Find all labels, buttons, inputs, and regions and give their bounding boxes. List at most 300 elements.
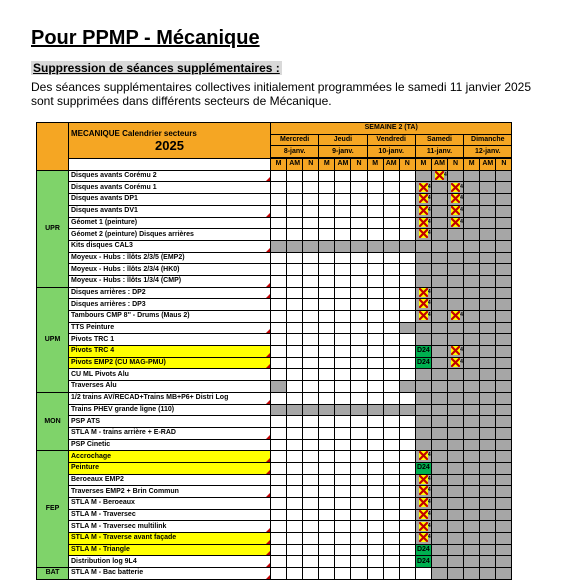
open-slot: [351, 182, 367, 194]
closed-slot: [496, 521, 512, 533]
open-slot: [319, 498, 335, 510]
comment-marker-icon: [266, 470, 270, 474]
closed-slot: [464, 170, 480, 182]
activity-label: [69, 509, 271, 521]
open-slot: [303, 322, 319, 334]
cancelled-slot: [415, 498, 431, 510]
closed-slot: [415, 427, 431, 439]
activity-text: Moyeux - Hubs : îlôts 2/3/5 (EMP2): [71, 253, 185, 261]
open-slot: [351, 217, 367, 229]
open-slot: [335, 182, 351, 194]
open-slot: [287, 509, 303, 521]
open-slot: [287, 357, 303, 369]
closed-slot: [431, 474, 447, 486]
open-slot: [335, 509, 351, 521]
closed-slot: [431, 498, 447, 510]
closed-slot: [480, 205, 496, 217]
closed-slot: [464, 299, 480, 311]
activity-label: [69, 439, 271, 451]
open-slot: [351, 322, 367, 334]
activity-label: [69, 252, 271, 264]
closed-slot: [496, 264, 512, 276]
open-slot: [383, 170, 399, 182]
slot-label: AM: [383, 158, 399, 170]
open-slot: [303, 194, 319, 206]
open-slot: [319, 381, 335, 393]
closed-slot: [480, 404, 496, 416]
cancel-x-icon: [419, 194, 431, 203]
closed-slot: [431, 369, 447, 381]
closed-slot: [480, 439, 496, 451]
open-slot: [303, 357, 319, 369]
closed-slot: [319, 240, 335, 252]
open-slot: [319, 533, 335, 545]
closed-slot: [303, 404, 319, 416]
activity-text: 1/2 trains AV/RECAD+Trains MB+P6+ Distri Log: [71, 394, 229, 402]
cancel-x-icon: [419, 206, 431, 215]
table-row: [37, 252, 512, 264]
open-slot: [335, 521, 351, 533]
open-slot: [303, 392, 319, 404]
closed-slot: [448, 568, 464, 580]
slot-label: AM: [287, 158, 303, 170]
closed-slot: [496, 334, 512, 346]
slot-label: AM: [480, 158, 496, 170]
open-slot: [399, 462, 415, 474]
open-slot: [287, 381, 303, 393]
open-slot: [383, 346, 399, 358]
activity-text: STLA M - Traversec multilink: [71, 522, 167, 530]
closed-slot: [496, 474, 512, 486]
closed-slot: [431, 311, 447, 323]
closed-slot: [496, 287, 512, 299]
cancel-count: 4: [427, 499, 431, 506]
open-slot: [335, 217, 351, 229]
cancel-count: 4: [460, 358, 463, 365]
closed-slot: [480, 287, 496, 299]
open-slot: [303, 462, 319, 474]
open-slot: [271, 217, 287, 229]
day-date: 10-janv.: [367, 146, 415, 158]
open-slot: [351, 451, 367, 463]
open-slot: [271, 182, 287, 194]
open-slot: [399, 556, 415, 568]
closed-slot: [448, 240, 464, 252]
closed-slot: [496, 205, 512, 217]
closed-slot: [287, 240, 303, 252]
closed-slot: [464, 369, 480, 381]
closed-slot: [480, 357, 496, 369]
comment-marker-icon: [266, 329, 270, 333]
closed-slot: [431, 299, 447, 311]
open-slot: [303, 486, 319, 498]
open-slot: [351, 299, 367, 311]
open-slot: [351, 486, 367, 498]
slot-label: M: [367, 158, 383, 170]
closed-slot: [480, 392, 496, 404]
closed-slot: [464, 275, 480, 287]
activity-label: [69, 264, 271, 276]
closed-slot: [480, 217, 496, 229]
open-slot: [383, 556, 399, 568]
slot-label: M: [319, 158, 335, 170]
open-slot: [271, 229, 287, 241]
open-slot: [335, 287, 351, 299]
table-row: [37, 334, 512, 346]
closed-slot: [480, 521, 496, 533]
cancel-x-icon: [419, 183, 431, 192]
slot-label: AM: [431, 158, 447, 170]
open-slot: [367, 205, 383, 217]
open-slot: [271, 252, 287, 264]
closed-slot: [464, 205, 480, 217]
open-slot: [303, 521, 319, 533]
open-slot: [303, 229, 319, 241]
table-row: [37, 311, 512, 323]
closed-slot: [496, 533, 512, 545]
comment-marker-icon: [266, 563, 270, 567]
cancelled-slot: [415, 182, 431, 194]
open-slot: [287, 486, 303, 498]
open-slot: [303, 509, 319, 521]
open-slot: [335, 381, 351, 393]
open-slot: [383, 217, 399, 229]
open-slot: [335, 451, 351, 463]
header-zone-blank: [37, 123, 69, 171]
year-label: 2025: [155, 137, 184, 153]
closed-slot: [496, 229, 512, 241]
open-slot: [383, 486, 399, 498]
closed-slot: [464, 568, 480, 580]
closed-slot: [448, 533, 464, 545]
closed-slot: [496, 240, 512, 252]
open-slot: [287, 311, 303, 323]
closed-slot: [431, 357, 447, 369]
open-slot: [319, 486, 335, 498]
closed-slot: [464, 521, 480, 533]
open-slot: [303, 416, 319, 428]
closed-slot: [415, 240, 431, 252]
open-slot: [303, 369, 319, 381]
open-slot: [271, 275, 287, 287]
open-slot: [287, 533, 303, 545]
closed-slot: [431, 533, 447, 545]
closed-slot: [383, 240, 399, 252]
open-slot: [367, 544, 383, 556]
closed-slot: [448, 486, 464, 498]
activity-text: STLA M - Traverse avant façade: [71, 534, 177, 542]
closed-slot: [496, 170, 512, 182]
day-name: Jeudi: [319, 134, 367, 146]
open-slot: [351, 568, 367, 580]
cancelled-slot: [415, 229, 431, 241]
open-slot: [303, 311, 319, 323]
open-slot: [319, 194, 335, 206]
open-slot: [335, 369, 351, 381]
cancel-count: 4: [427, 206, 431, 213]
table-row: [37, 486, 512, 498]
closed-slot: [448, 369, 464, 381]
open-slot: [271, 486, 287, 498]
closed-slot: [383, 404, 399, 416]
open-slot: [335, 170, 351, 182]
activity-text: Pivots TRC 1: [71, 335, 115, 343]
open-slot: [287, 568, 303, 580]
open-slot: [399, 533, 415, 545]
open-slot: [319, 334, 335, 346]
closed-slot: [399, 404, 415, 416]
closed-slot: [431, 381, 447, 393]
open-slot: [271, 439, 287, 451]
comment-marker-icon: [266, 400, 270, 404]
closed-slot: [448, 264, 464, 276]
open-slot: [351, 439, 367, 451]
cancel-count: 4: [427, 510, 431, 517]
open-slot: [335, 229, 351, 241]
open-slot: [367, 311, 383, 323]
cancelled-slot: [448, 205, 464, 217]
slot-label: M: [464, 158, 480, 170]
open-slot: [287, 462, 303, 474]
closed-slot: [448, 544, 464, 556]
activity-label: [69, 170, 271, 182]
activity-label: [69, 369, 271, 381]
open-slot: [383, 229, 399, 241]
closed-slot: [464, 404, 480, 416]
closed-slot: [415, 252, 431, 264]
open-slot: [351, 252, 367, 264]
open-slot: [287, 369, 303, 381]
open-slot: [399, 182, 415, 194]
open-slot: [271, 416, 287, 428]
comment-marker-icon: [266, 213, 270, 217]
activity-label: [69, 240, 271, 252]
closed-slot: [448, 392, 464, 404]
activity-text: Kits disques CAL3: [71, 242, 133, 250]
cancel-count: 4: [460, 312, 463, 319]
open-slot: [303, 381, 319, 393]
closed-slot: [431, 182, 447, 194]
day-date: 8-janv.: [271, 146, 319, 158]
activity-label: [69, 275, 271, 287]
open-slot: [319, 182, 335, 194]
cancel-x-icon: [451, 218, 463, 227]
closed-slot: [415, 392, 431, 404]
open-slot: [271, 533, 287, 545]
closed-slot: [399, 381, 415, 393]
closed-slot: [496, 404, 512, 416]
page-title: Pour PPMP - Mécanique: [31, 27, 260, 49]
open-slot: [383, 462, 399, 474]
open-slot: [335, 498, 351, 510]
open-slot: [303, 217, 319, 229]
closed-slot: [287, 404, 303, 416]
cancelled-slot: [415, 205, 431, 217]
open-slot: [335, 275, 351, 287]
closed-slot: [480, 182, 496, 194]
cancelled-slot: [415, 311, 431, 323]
open-slot: [287, 322, 303, 334]
cancel-count: 4: [427, 183, 431, 190]
closed-slot: [480, 264, 496, 276]
closed-slot: [480, 462, 496, 474]
open-slot: [399, 451, 415, 463]
activity-text: Disques avants Corému 1: [71, 183, 157, 191]
comment-marker-icon: [266, 294, 270, 298]
closed-slot: [464, 194, 480, 206]
open-slot: [287, 451, 303, 463]
cancelled-slot: [448, 217, 464, 229]
table-row: [37, 474, 512, 486]
activity-text: Distribution log 9L4: [71, 557, 137, 565]
open-slot: [351, 264, 367, 276]
activity-label: [69, 498, 271, 510]
closed-slot: [448, 334, 464, 346]
cancel-x-icon: [419, 299, 431, 308]
open-slot: [271, 544, 287, 556]
table-row: [37, 404, 512, 416]
closed-slot: [399, 322, 415, 334]
open-slot: [335, 346, 351, 358]
closed-slot: [480, 509, 496, 521]
cancelled-slot: [415, 194, 431, 206]
closed-slot: [464, 392, 480, 404]
open-slot: [399, 194, 415, 206]
closed-slot: [464, 474, 480, 486]
activity-label: [69, 568, 271, 580]
closed-slot: [448, 299, 464, 311]
activity-label: [69, 416, 271, 428]
table-row: [37, 521, 512, 533]
day-name: Dimanche: [464, 134, 512, 146]
day-date: 12-janv.: [464, 146, 512, 158]
comment-marker-icon: [266, 540, 270, 544]
cancel-count: 4: [460, 218, 463, 225]
cancel-x-icon: [419, 533, 431, 542]
open-slot: [383, 205, 399, 217]
comment-marker-icon: [266, 283, 270, 287]
open-slot: [367, 392, 383, 404]
open-slot: [319, 346, 335, 358]
open-slot: [271, 509, 287, 521]
closed-slot: [480, 252, 496, 264]
closed-slot: [480, 533, 496, 545]
open-slot: [319, 521, 335, 533]
closed-slot: [335, 240, 351, 252]
activity-text: Peinture: [71, 464, 100, 472]
slot-label: N: [496, 158, 512, 170]
open-slot: [319, 322, 335, 334]
closed-slot: [431, 568, 447, 580]
open-slot: [303, 334, 319, 346]
activity-label: [69, 334, 271, 346]
open-slot: [303, 182, 319, 194]
cancel-count: 4: [427, 487, 431, 494]
closed-slot: [496, 392, 512, 404]
slot-label: M: [271, 158, 287, 170]
cancelled-slot: [448, 346, 464, 358]
open-slot: [335, 264, 351, 276]
open-slot: [367, 217, 383, 229]
open-slot: [287, 334, 303, 346]
cancelled-slot: [415, 509, 431, 521]
closed-slot: [431, 264, 447, 276]
open-slot: [383, 509, 399, 521]
open-slot: [335, 486, 351, 498]
table-row: [37, 381, 512, 393]
cancel-count: 4: [427, 475, 431, 482]
closed-slot: [415, 369, 431, 381]
closed-slot: [271, 381, 287, 393]
comment-marker-icon: [266, 177, 270, 181]
cancel-count: 4: [460, 347, 463, 354]
open-slot: [335, 252, 351, 264]
closed-slot: [448, 439, 464, 451]
open-slot: [287, 498, 303, 510]
closed-slot: [480, 170, 496, 182]
cancel-x-icon: [419, 288, 431, 297]
open-slot: [383, 474, 399, 486]
closed-slot: [464, 544, 480, 556]
open-slot: [351, 287, 367, 299]
table-row: [37, 556, 512, 568]
open-slot: [351, 275, 367, 287]
table-row: [37, 322, 512, 334]
open-slot: [303, 498, 319, 510]
open-slot: [383, 381, 399, 393]
open-slot: [271, 311, 287, 323]
open-slot: [287, 474, 303, 486]
zone-label: UPR: [37, 170, 69, 287]
closed-slot: [271, 404, 287, 416]
closed-slot: [480, 568, 496, 580]
closed-slot: [367, 404, 383, 416]
section-label: MECANIQUE Calendrier secteurs: [71, 128, 197, 138]
open-slot: [399, 287, 415, 299]
activity-text: CU ML Pivots Alu: [71, 370, 129, 378]
open-slot: [335, 194, 351, 206]
table-row: [37, 194, 512, 206]
open-slot: [271, 474, 287, 486]
closed-slot: [431, 322, 447, 334]
closed-slot: [496, 462, 512, 474]
open-slot: [399, 205, 415, 217]
closed-slot: [464, 287, 480, 299]
open-slot: [303, 264, 319, 276]
open-slot: [351, 392, 367, 404]
open-slot: [399, 521, 415, 533]
open-slot: [287, 299, 303, 311]
day-name: Vendredi: [367, 134, 415, 146]
open-slot: [367, 451, 383, 463]
closed-slot: [480, 451, 496, 463]
closed-slot: [351, 404, 367, 416]
open-slot: [399, 439, 415, 451]
activity-text: Tambours CMP 8'' - Drums (Maus 2): [71, 312, 190, 320]
header-section-cell: [69, 123, 271, 159]
closed-slot: [415, 275, 431, 287]
closed-slot: [415, 404, 431, 416]
cancel-x-icon: [419, 522, 431, 531]
comment-marker-icon: [266, 248, 270, 252]
cancel-x-icon: [419, 475, 431, 484]
open-slot: [319, 311, 335, 323]
closed-slot: [431, 404, 447, 416]
open-slot: [367, 439, 383, 451]
d24-slot: D24: [415, 556, 431, 568]
open-slot: [335, 322, 351, 334]
closed-slot: [464, 427, 480, 439]
